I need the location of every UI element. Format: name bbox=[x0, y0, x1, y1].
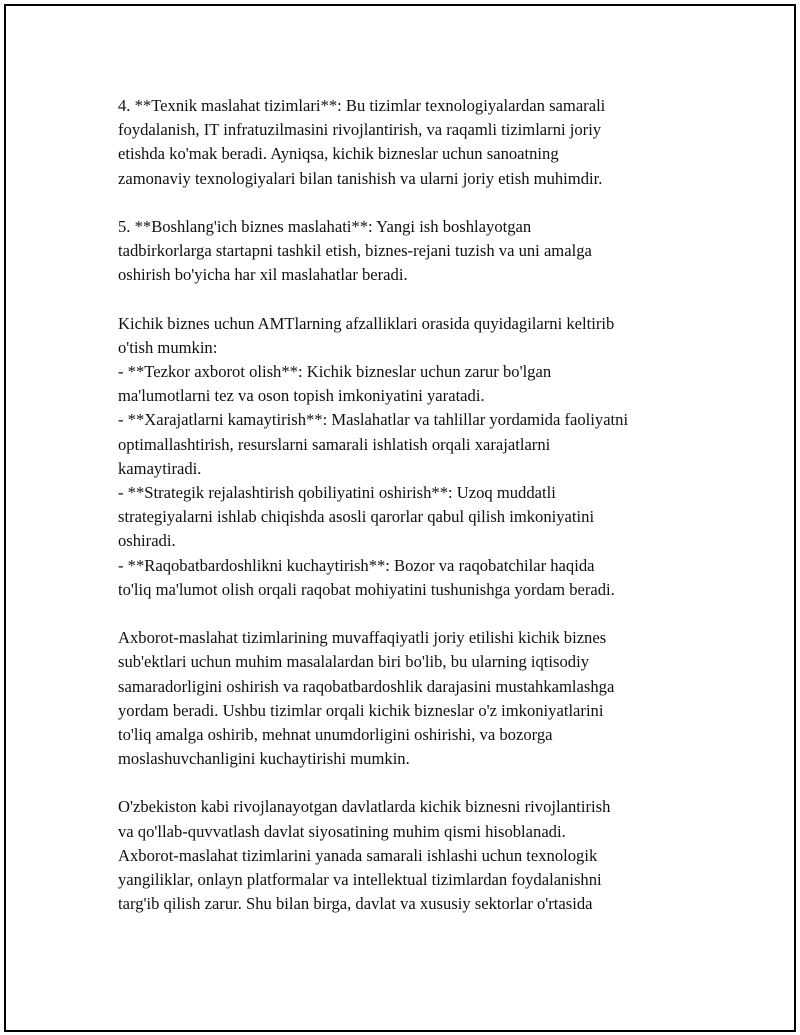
text-line: O'zbekiston kabi rivojlanayotgan davlatlarda kichik biznesni rivojlantirish bbox=[118, 797, 611, 817]
text-line: to'liq ma'lumot olish orqali raqobat mohiyatini tushunishga yordam beradi. bbox=[118, 579, 615, 599]
text-line: tadbirkorlarga startapni tashkil etish, biznes-rejani tuzish va uni amalga bbox=[118, 241, 592, 261]
text-line: o'tish mumkin: bbox=[118, 337, 218, 357]
text-line: - **Tezkor axborot olish**: Kichik bizneslar uchun zarur bo'lgan bbox=[118, 362, 552, 382]
paragraph-gap bbox=[118, 288, 698, 312]
text-line: kamaytiradi. bbox=[118, 458, 202, 478]
paragraph-gap bbox=[118, 771, 698, 795]
text-line: yordam beradi. Ushbu tizimlar orqali kichik bizneslar o'z imkoniyatlarini bbox=[118, 700, 604, 720]
text-line: 4. **Texnik maslahat tizimlari**: Bu tizimlar texnologiyalardan samarali bbox=[118, 96, 606, 115]
text-line: va qo'llab-quvvatlash davlat siyosatining muhim qismi hisoblanadi. bbox=[118, 821, 566, 841]
text-line: ma'lumotlarni tez va oson topish imkoniyatini yaratadi. bbox=[118, 386, 485, 406]
paragraph bbox=[118, 795, 698, 916]
text-line: to'liq amalga oshirib, mehnat unumdorligini oshirishi, va bozorga bbox=[118, 724, 553, 744]
text-line: Axborot-maslahat tizimlarining muvaffaqiyatli joriy etilishi kichik biznes bbox=[118, 628, 607, 648]
text-line: strategiyalarni ishlab chiqishda asosli qarorlar qabul qilish imkoniyatini bbox=[118, 507, 595, 527]
text-line: oshiradi. bbox=[118, 531, 176, 551]
document-body bbox=[118, 94, 698, 916]
text-line: Kichik biznes uchun AMTlarning afzalliklari orasida quyidagilarni keltirib bbox=[118, 313, 615, 333]
text-line: yangiliklar, onlayn platformalar va intellektual tizimlardan foydalanishni bbox=[118, 870, 602, 889]
paragraph bbox=[118, 626, 698, 771]
text-line: zamonaviy texnologiyalari bilan tanishish va ularni joriy etish muhimdir. bbox=[118, 168, 603, 188]
paragraph bbox=[118, 312, 698, 602]
paragraph bbox=[118, 215, 698, 288]
text-line: etishda ko'mak beradi. Ayniqsa, kichik bizneslar uchun sanoatning bbox=[118, 144, 559, 164]
text-line: - **Strategik rejalashtirish qobiliyatini oshirish**: Uzoq muddatli bbox=[118, 483, 556, 502]
text-line: oshirish bo'yicha har xil maslahatlar beradi. bbox=[118, 265, 408, 285]
text-line: optimallashtirish, resurslarni samarali ishlatish orqali xarajatlarni bbox=[118, 434, 551, 454]
paragraph-gap bbox=[118, 191, 698, 215]
text-line: Axborot-maslahat tizimlarini yanada samarali ishlashi uchun texnologik bbox=[118, 845, 598, 865]
text-line: - **Raqobatbardoshlikni kuchaytirish**: Bozor va raqobatchilar haqida bbox=[118, 555, 595, 575]
text-line: sub'ektlari uchun muhim masalalardan biri bo'lib, bu ularning iqtisodiy bbox=[118, 652, 589, 672]
text-line: - **Xarajatlarni kamaytirish**: Maslahatlar va tahlillar yordamida faoliyatni bbox=[118, 410, 629, 430]
text-line: foydalanish, IT infratuzilmasini rivojlantirish, va raqamli tizimlarni joriy bbox=[118, 120, 602, 140]
text-line: samaradorligini oshirish va raqobatbardoshlik darajasini mustahkamlashga bbox=[118, 676, 615, 696]
text-line: targ'ib qilish zarur. Shu bilan birga, davlat va xususiy sektorlar o'rtasida bbox=[118, 894, 593, 914]
text-line: moslashuvchanligini kuchaytirishi mumkin. bbox=[118, 749, 410, 769]
paragraph-gap bbox=[118, 602, 698, 626]
text-line: 5. **Boshlang'ich biznes maslahati**: Yangi ish boshlayotgan bbox=[118, 216, 532, 236]
paragraph bbox=[118, 94, 698, 191]
